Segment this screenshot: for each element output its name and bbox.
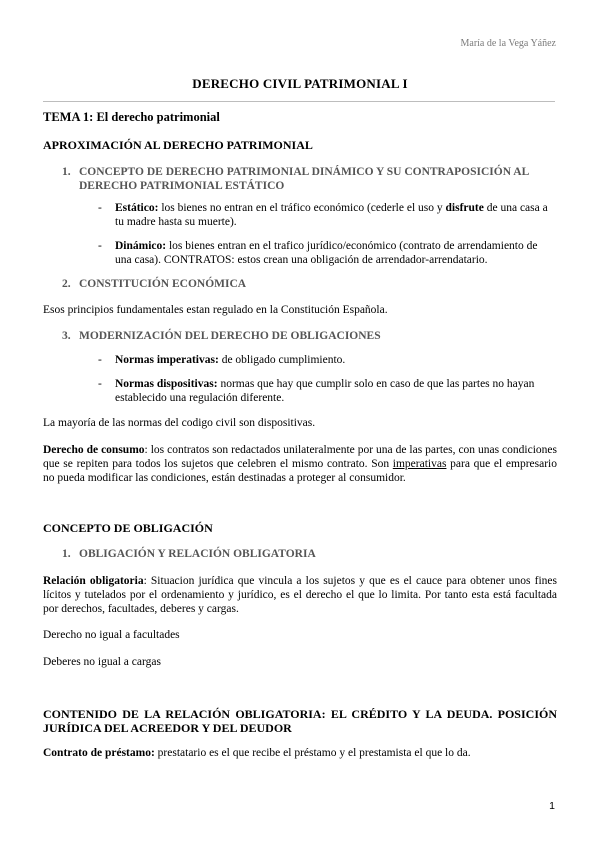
section1-item3-number: 3. [62, 330, 71, 342]
bullet-dinamico [98, 239, 556, 267]
bullet-estatico-bold: disfrute [445, 202, 484, 214]
bullet-estatico-text [115, 201, 556, 229]
contrato-term: Contrato de préstamo: [43, 747, 155, 759]
relacion-text: : Situacion jurídica que vincula a los sujetos y que es el cauce para obtener unos fines lícitos y tutelados por el ordenamiento y jurídico, es el derecho el que lo limita. Por tanto esta está facultada por derechos, facultades, deberes y cargas. [43, 575, 557, 615]
section1-item2-heading [62, 277, 556, 291]
section1-item3-title: MODERNIZACIÓN DEL DERECHO DE OBLIGACIONES [79, 330, 381, 342]
bullet-dispositivas-text [115, 377, 556, 405]
bullet-dispositivas [98, 377, 556, 405]
section1-item1-heading [62, 165, 556, 193]
constitucion-paragraph: Esos principios fundamentales estan regulado en la Constitución Española. [43, 304, 388, 316]
consumo-term: Derecho de consumo [43, 444, 145, 456]
bullet-dinamico-text [115, 239, 556, 267]
section1-item2-number: 2. [62, 278, 71, 290]
contrato-paragraph [43, 746, 557, 760]
relacion-paragraph [43, 574, 557, 616]
section2-heading: CONCEPTO DE OBLIGACIÓN [43, 521, 213, 535]
contrato-text: prestatario es el que recibe el préstamo y el prestamista el que lo da. [154, 747, 471, 759]
consumo-text-a: : los contratos son redactados unilateralmente por una de las partes, con unas condiciones que se repiten para todos los sujetos que celebren el mismo contrato. Son [43, 444, 557, 470]
section3-heading: CONTENIDO DE LA RELACIÓN OBLIGATORIA: EL CRÉDITO Y LA DEUDA. POSICIÓN JURÍDICA DEL ACREEDOR Y DEL DEUDOR [43, 707, 557, 735]
section1-item1-title: CONCEPTO DE DERECHO PATRIMONIAL DINÁMICO Y SU CONTRAPOSICIÓN AL DERECHO PATRIMONIAL ESTÁTICO [79, 166, 529, 192]
derecho-line: Derecho no igual a facultades [43, 629, 180, 641]
bullet-estatico [98, 201, 556, 229]
section2-item1-title: OBLIGACIÓN Y RELACIÓN OBLIGATORIA [79, 548, 316, 560]
page-number: 1 [549, 800, 555, 812]
section2-item1-heading [62, 547, 556, 561]
bullet-imperativas-body: de obligado cumplimiento. [218, 354, 346, 366]
bullet-imperativas [98, 353, 556, 367]
deberes-line: Deberes no igual a cargas [43, 656, 161, 668]
consumo-underlined: imperativas [392, 458, 447, 470]
tema-heading: TEMA 1: El derecho patrimonial [43, 110, 220, 124]
consumo-paragraph [43, 443, 557, 485]
bullet-dash: - [98, 202, 102, 214]
bullet-dispositivas-term: Normas dispositivas: [115, 378, 218, 390]
relacion-term: Relación obligatoria [43, 575, 144, 587]
bullet-imperativas-text [115, 353, 556, 367]
bullet-estatico-text-b: de una casa a tu madre hasta su muerte). [115, 202, 548, 228]
section1-item2-title: CONSTITUCIÓN ECONÓMICA [79, 278, 247, 290]
bullet-dinamico-body: los bienes entran en el trafico jurídico/económico (contrato de arrendamiento de una casa). CONTRATOS: estos crean una obligación de arrendador-arrendatario. [115, 240, 538, 266]
header-author: María de la Vega Yáñez [460, 38, 556, 49]
title-divider [43, 101, 555, 102]
bullet-estatico-term: Estático: [115, 202, 159, 214]
consumo-text-b: para que el empresario no pueda modificar las condiciones, están destinadas a proteger al consumidor. [43, 458, 558, 484]
section1-item1-number: 1. [62, 166, 71, 178]
section1-item3-heading [62, 329, 556, 343]
bullet-dash: - [98, 378, 102, 390]
bullet-dinamico-term: Dinámico: [115, 240, 167, 252]
bullet-imperativas-term: Normas imperativas: [115, 354, 219, 366]
bullet-dash: - [98, 354, 102, 366]
bullet-estatico-text-a: los bienes no entran en el tráfico económico (cederle el uso y [158, 202, 446, 214]
section2-item1-number: 1. [62, 548, 71, 560]
dispositivas-paragraph: La mayoría de las normas del codigo civil son dispositivas. [43, 417, 316, 429]
bullet-dash: - [98, 240, 102, 252]
bullet-dispositivas-body: normas que hay que cumplir solo en caso de que las partes no hayan establecido una regulación diferente. [115, 378, 535, 404]
section1-heading: APROXIMACIÓN AL DERECHO PATRIMONIAL [43, 138, 313, 152]
document-title: DERECHO CIVIL PATRIMONIAL I [192, 76, 408, 91]
